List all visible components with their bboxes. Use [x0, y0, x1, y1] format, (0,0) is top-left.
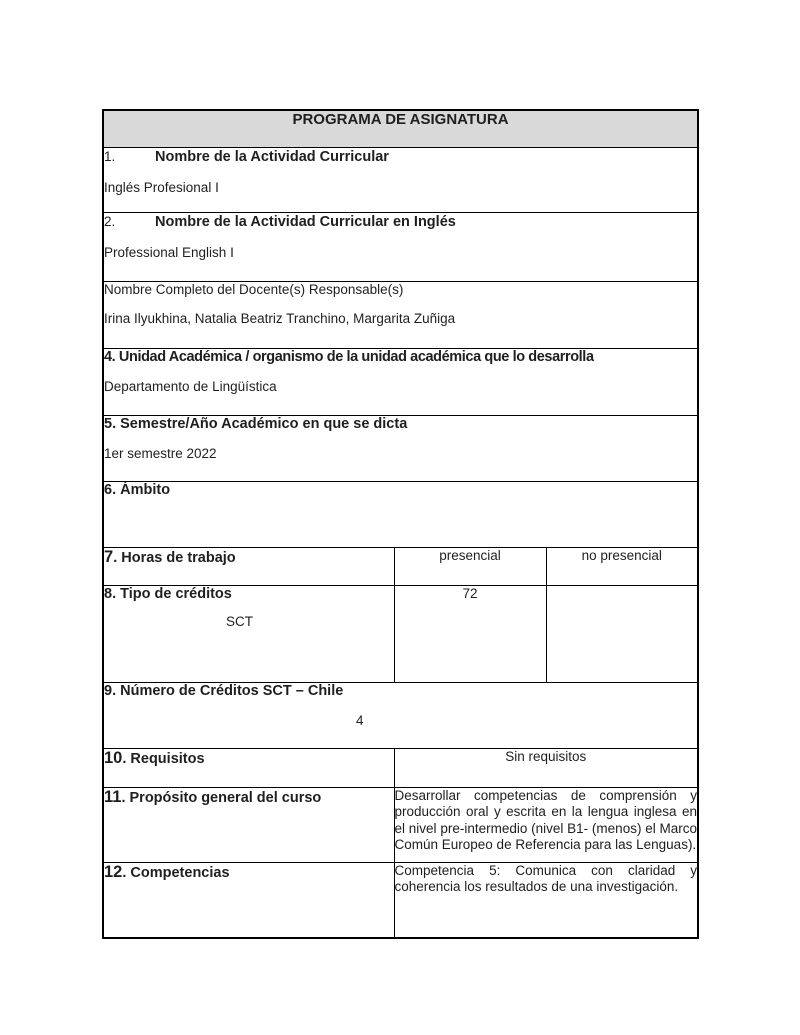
- cell-docentes: [103, 281, 698, 348]
- cell-requisitos-value: Sin requisitos: [394, 748, 698, 787]
- section-2-heading-line: [104, 213, 697, 231]
- row-nombre-ingles: [103, 212, 698, 281]
- section-1-number: 1.: [104, 148, 116, 164]
- row-semestre: [103, 415, 698, 481]
- section-6-heading: 6. Ámbito: [104, 481, 171, 498]
- cell-no-presencial-header: no presencial: [546, 547, 698, 585]
- row-unidad-academica: [103, 348, 698, 415]
- cell-no-presencial-hours: [546, 585, 698, 682]
- row-ambito: [103, 481, 698, 547]
- section-4-heading: 4. Unidad Académica / organismo de la unidad académica que lo desarrolla: [104, 348, 594, 365]
- cell-presencial-header: presencial: [394, 547, 546, 585]
- section-2-heading: Nombre de la Actividad Curricular en Inglés: [155, 213, 456, 230]
- cell-proposito-value: Desarrollar competencias de comprensión y producción oral y escrita en la lengua inglesa en el nivel pre-intermedio (nivel B1- (menos) el Marco Común Europeo de Referencia para las Lenguas).: [394, 787, 698, 862]
- section-10-number: 10: [104, 748, 123, 767]
- cell-proposito-label: [103, 787, 394, 862]
- row-competencias: [103, 862, 698, 938]
- cell-nombre-actividad: [103, 147, 698, 212]
- row-requisitos: [103, 748, 698, 787]
- section-2-value: Professional English I: [104, 244, 234, 260]
- section-12-heading: . Competencias: [122, 864, 230, 881]
- row-docentes: [103, 281, 698, 348]
- section-7-number: 7: [104, 547, 114, 566]
- section-11-number: 11: [104, 787, 122, 806]
- section-1-heading-line: [104, 148, 697, 166]
- cell-tipo-creditos-label: [103, 585, 394, 682]
- section-5-heading: 5. Semestre/Año Académico en que se dicta: [104, 415, 408, 432]
- cell-requisitos-label: [103, 748, 394, 787]
- row-tipo-creditos: [103, 585, 698, 682]
- section-8-subvalue: SCT: [226, 613, 253, 629]
- section-5-value: 1er semestre 2022: [104, 445, 217, 461]
- section-9-heading: 9. Número de Créditos SCT – Chile: [104, 682, 344, 699]
- cell-nombre-ingles: [103, 212, 698, 281]
- section-8-heading: 8. Tipo de créditos: [104, 585, 232, 602]
- section-2-number: 2.: [104, 213, 116, 229]
- row-numero-creditos: [103, 682, 698, 748]
- cell-semestre: [103, 415, 698, 481]
- section-12-number: 12: [104, 862, 123, 881]
- cell-competencias-label: [103, 862, 394, 938]
- section-7-heading: . Horas de trabajo: [113, 549, 236, 566]
- section-1-value: Inglés Profesional I: [104, 179, 219, 195]
- cell-presencial-hours: 72: [394, 585, 546, 682]
- cell-numero-creditos: [103, 682, 698, 748]
- section-3-heading: Nombre Completo del Docente(s) Responsable(s): [104, 281, 404, 297]
- cell-horas-label: [103, 547, 394, 585]
- section-11-heading: . Propósito general del curso: [121, 789, 322, 806]
- row-proposito: [103, 787, 698, 862]
- section-4-value: Departamento de Lingüística: [104, 378, 277, 394]
- row-nombre-actividad: [103, 147, 698, 212]
- document-title: PROGRAMA DE ASIGNATURA: [292, 111, 509, 128]
- cell-competencias-value: Competencia 5: Comunica con claridad y coherencia los resultados de una investigación.: [394, 862, 698, 938]
- header-cell: [103, 110, 698, 147]
- section-1-heading: Nombre de la Actividad Curricular: [155, 148, 389, 165]
- cell-ambito: [103, 481, 698, 547]
- section-10-heading: . Requisitos: [122, 750, 205, 767]
- row-horas-trabajo: [103, 547, 698, 585]
- header-row: [103, 110, 698, 147]
- section-3-value: Irina Ilyukhina, Natalia Beatriz Tranchino, Margarita Zuñiga: [104, 310, 456, 326]
- cell-unidad-academica: [103, 348, 698, 415]
- programa-asignatura-table: [102, 109, 699, 939]
- section-9-value: 4: [356, 712, 364, 728]
